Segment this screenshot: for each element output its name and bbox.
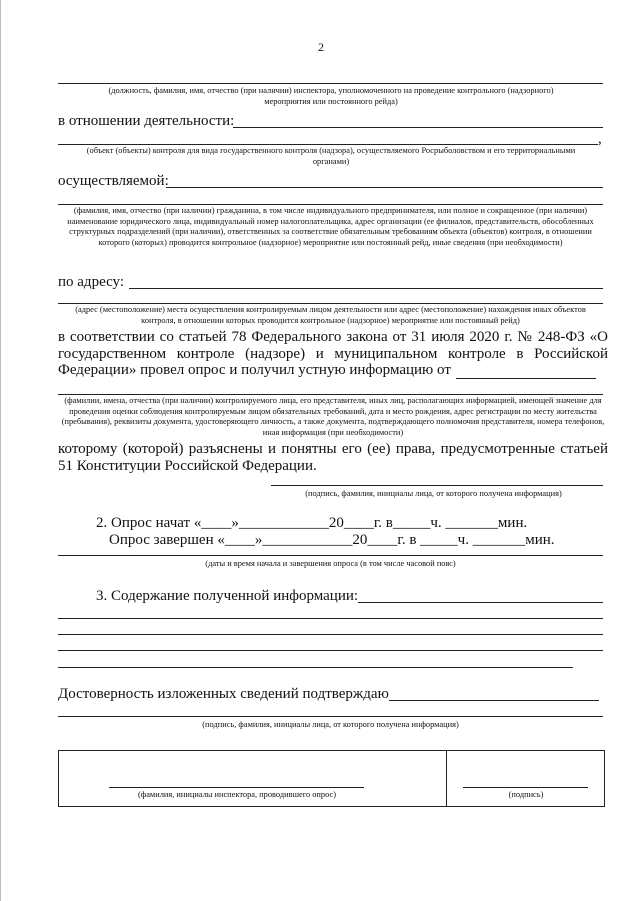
- content-field[interactable]: [358, 602, 603, 603]
- activity-label: в отношении деятельности:: [58, 113, 235, 129]
- signature-table-divider: [446, 750, 447, 806]
- address-caption: (адрес (местоположение) места осуществления контролируемым лицом деятельности или адрес (местоположение) нахождения иных объектов контроля, в отношении которых проводится контрольное (надзорное) мероприятие или постоянный рейд): [75, 305, 586, 325]
- law-paragraph: в соответствии со статьей 78 Федерального закона от 31 июля 2020 г. № 248-ФЗ «О государственном контроле (надзоре) и муниципальном контроле в Российской Федерации» провел опрос и получил устную информацию от: [58, 329, 608, 378]
- object-comma: ,: [598, 131, 602, 147]
- signature-field[interactable]: [463, 787, 588, 788]
- time-caption: (даты и время начала и завершения опроса (в том числе часовой пояс): [205, 559, 456, 568]
- informant-line[interactable]: [58, 394, 603, 395]
- signature-informant-line[interactable]: [271, 485, 603, 486]
- person-caption: (фамилия, имя, отчество (при наличии) гражданина, в том числе индивидуального предпринимателя, или полное и сокращенное (при наличии) наименование юридического лица, индивидуальный номер налогоплательщика, адрес организации (ее филиалов, представительств, обособленных структурных подразделений (при наличии), ответственных за соответствие обязательным требованиям объекта (объектов) контроля, в отношении которого (которых) проводится контрольное (надзорное) мероприятие или постоянный рейд, иные сведения (при необходимости): [67, 206, 594, 247]
- page-number: 2: [318, 40, 324, 54]
- activity-field[interactable]: [233, 127, 603, 128]
- address-field[interactable]: [129, 288, 603, 289]
- signature-caption: (подпись): [508, 790, 544, 799]
- content-label: 3. Содержание полученной информации:: [96, 588, 359, 604]
- confirm-line2[interactable]: [58, 716, 603, 717]
- signature-informant-caption: (подпись, фамилия, инициалы лица, от которого получена информация): [305, 489, 562, 498]
- inspector-caption: (должность, фамилия, имя, отчество (при наличии) инспектора, уполномоченного на проведение контрольного (надзорного) мероприятия или постоянного рейда): [108, 86, 554, 106]
- object-line[interactable]: [58, 144, 598, 145]
- address-label: по адресу:: [58, 274, 125, 290]
- inspector-sign-caption: (фамилия, инициалы инспектора, проводившего опрос): [137, 790, 336, 799]
- performed-label: осуществляемой:: [58, 173, 169, 189]
- content-line-2[interactable]: [58, 634, 603, 635]
- confirm-field[interactable]: [389, 700, 599, 701]
- signature-confirm-caption: (подпись, фамилия, инициалы лица, от которого получена информация): [202, 720, 459, 729]
- informant-field[interactable]: [456, 378, 596, 379]
- inspector-line: [58, 83, 603, 84]
- inspector-sign-field[interactable]: [109, 787, 364, 788]
- content-line-1[interactable]: [58, 618, 603, 619]
- time-line[interactable]: [58, 555, 603, 556]
- content-line-4[interactable]: [58, 667, 573, 668]
- informant-caption: (фамилии, имена, отчества (при наличии) контролируемого лица, его представителя, иных лиц, располагающих информацией, имеющей значение для проведения оценки соблюдения контролируемым лицом обязательных требований, дата и место рождения, адрес регистрации по месту жительства (пребывания), реквизиты документа, удостоверяющего личность, а также документа, подтверждающего полномочия представителя, номера телефонов, иная информация (при необходимости): [61, 396, 605, 437]
- start-line: 2. Опрос начат «____»____________20____г. в_____ч. _______мин.: [96, 515, 528, 531]
- person-line[interactable]: [58, 204, 603, 205]
- address-line2[interactable]: [58, 303, 603, 304]
- content-line-3[interactable]: [58, 650, 603, 651]
- end-line: Опрос завершен «____»____________20____г. в _____ч. _______мин.: [109, 532, 555, 548]
- performed-field[interactable]: [166, 187, 603, 188]
- confirm-label: Достоверность изложенных сведений подтверждаю: [58, 686, 389, 702]
- object-caption: (объект (объекты) контроля для вида государственного контроля (надзора), осуществляемого Росрыболовством и его территориальными органами): [86, 146, 576, 166]
- rights-paragraph: которому (которой) разъяснены и понятны его (ее) права, предусмотренные статьей 51 Конституции Российской Федерации.: [58, 441, 608, 474]
